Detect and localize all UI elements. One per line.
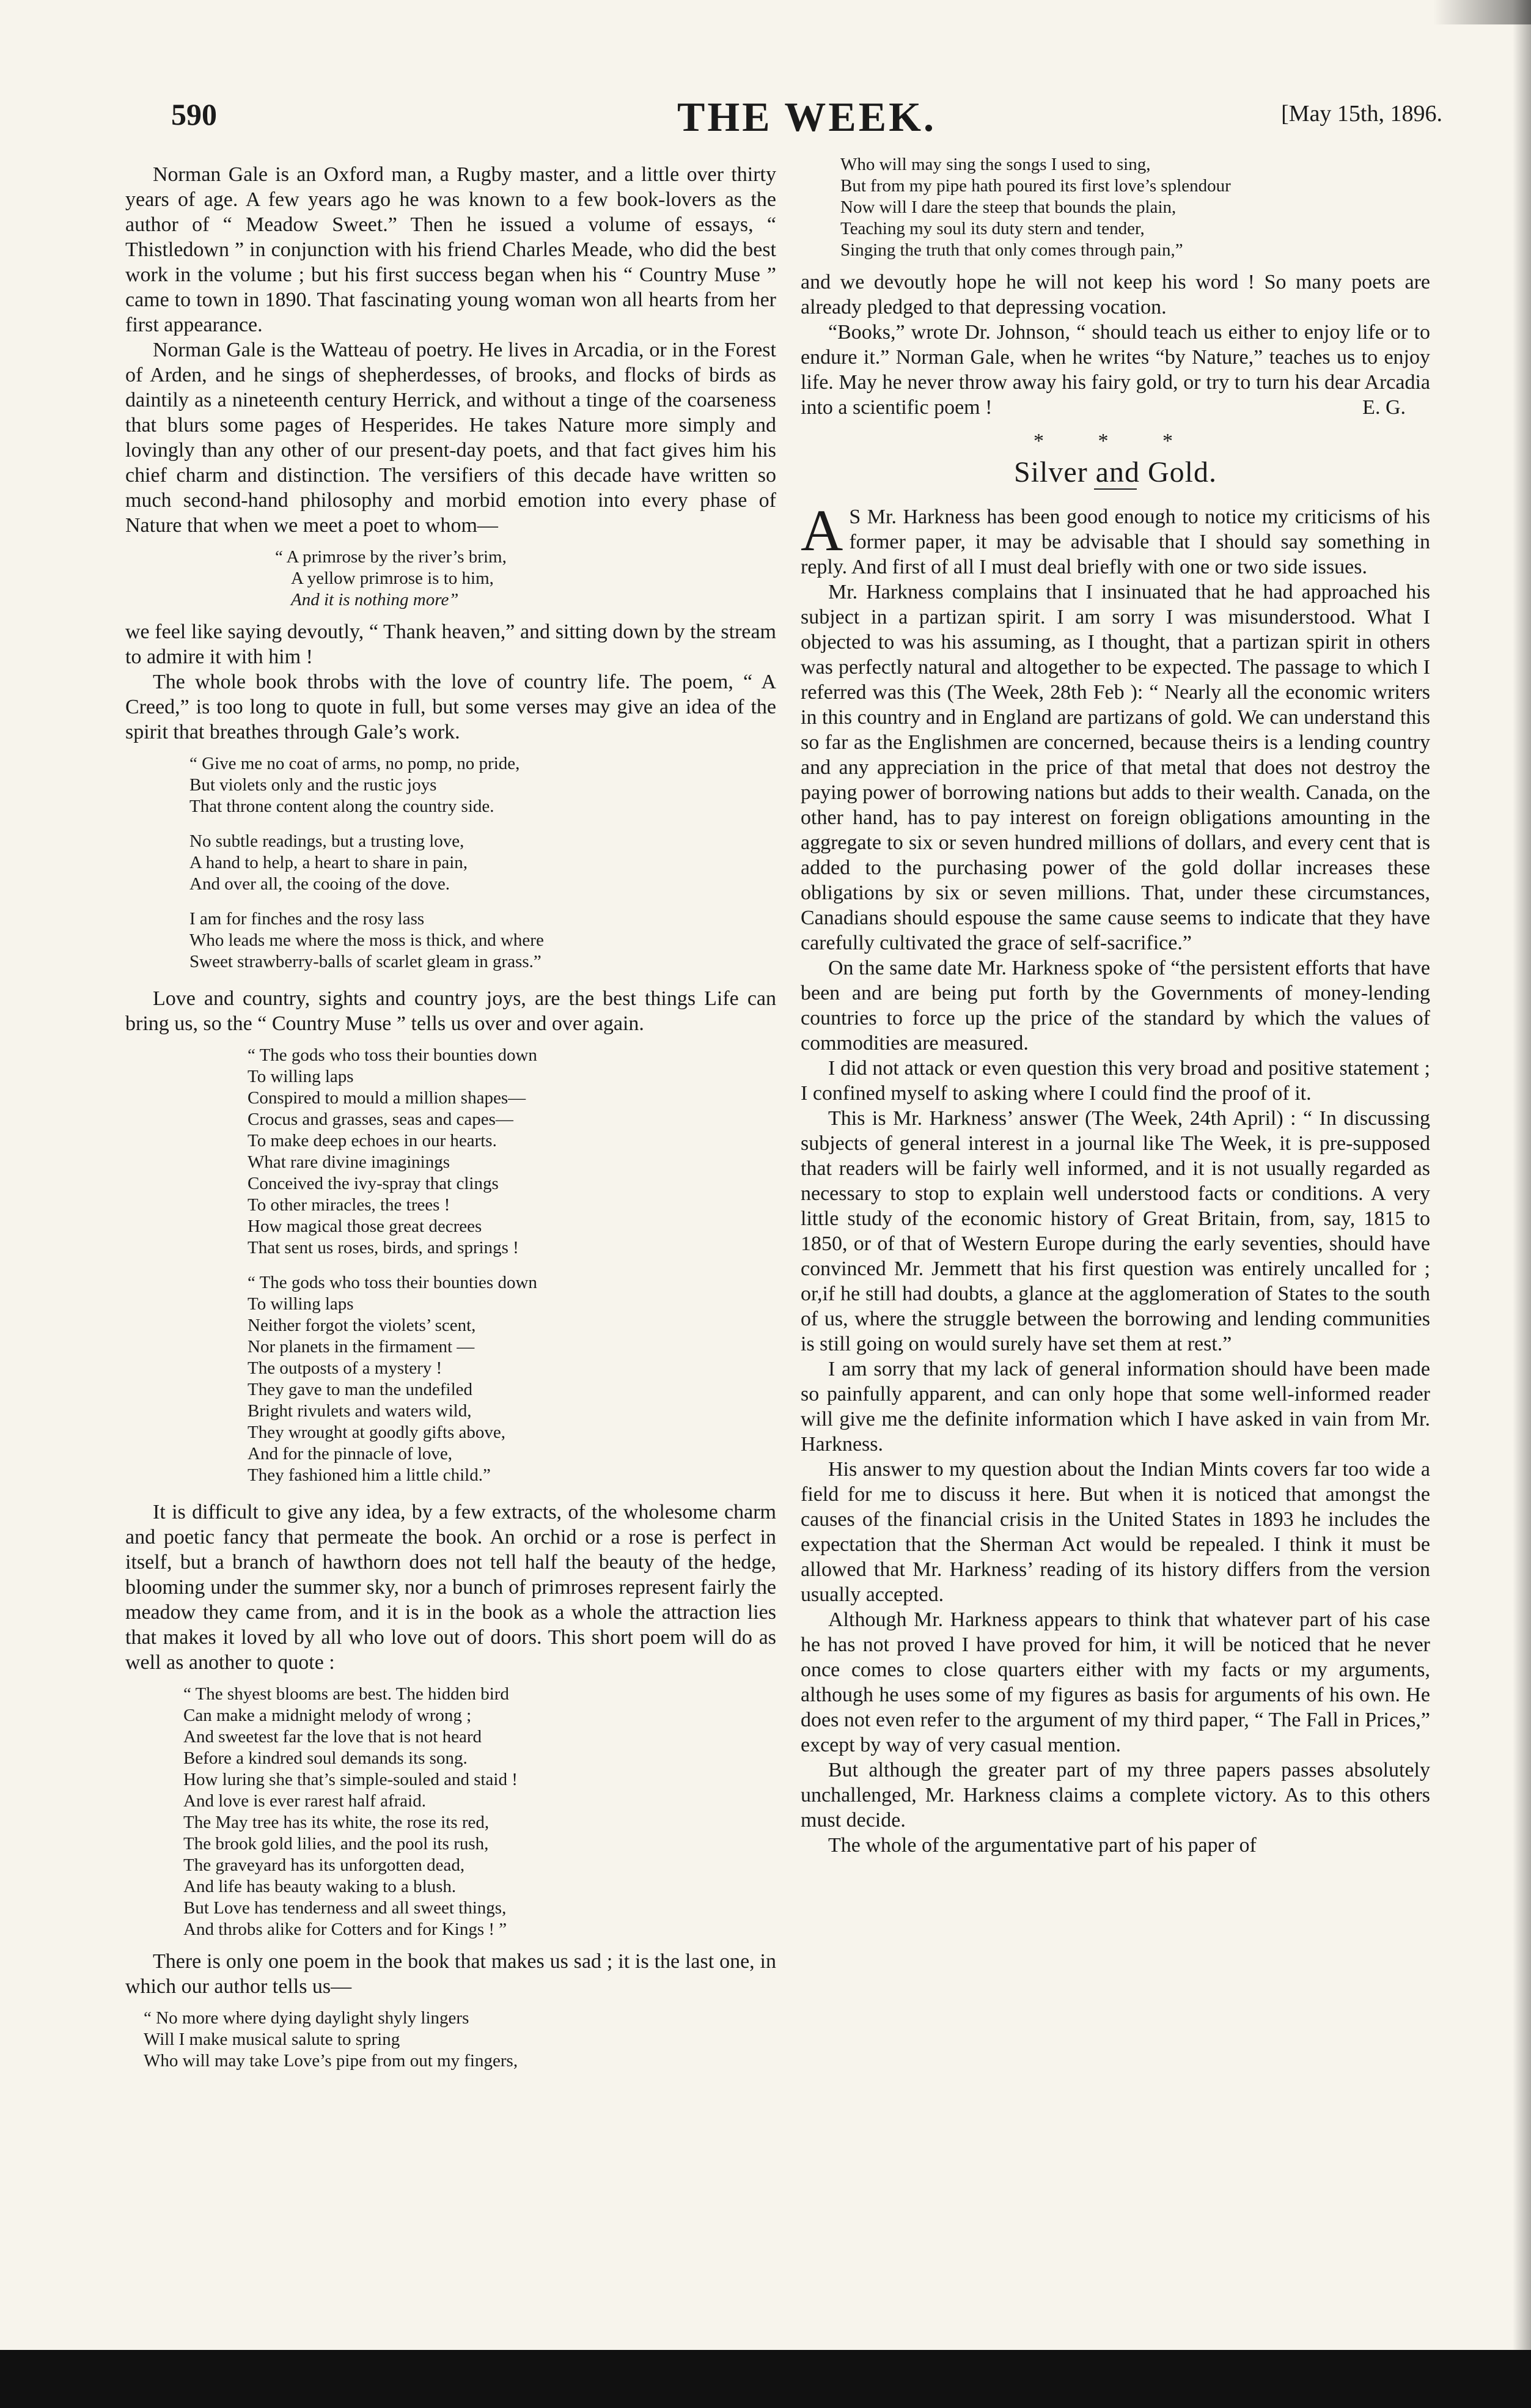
verse-line: And throbs alike for Cotters and for Kings ! ” [183,1920,507,1939]
verse-line: Who will may sing the songs I used to sing, [840,155,1151,174]
verse-line: The May tree has its white, the rose its red, [183,1813,490,1832]
paragraph: “Books,” wrote Dr. Johnson, “ should teach us either to enjoy life or to endure it.” Norman Gale, when he writes “by Nature,” teaches us to enjoy life. May he never throw away his fairy gold, or try to turn his dear Arcadia into a scientific poem ! [801,321,1430,419]
verse-line: A hand to help, a heart to share in pain, [189,853,468,872]
verse-line: How magical those great decrees [248,1217,482,1236]
verse-line: “ Give me no coat of arms, no pomp, no pride, [189,754,520,773]
verse-line: Teaching my soul its duty stern and tender, [840,219,1145,238]
verse-line: And sweetest far the love that is not heard [183,1727,482,1747]
masthead: THE WEEK. [677,94,936,140]
paragraph: Mr. Harkness complains that I insinuated that he had approached his subject in a partizan spirit. I am sorry I was misunderstood. What I objected to was his assuming, as I thought, that a partizan spirit in others was perfectly natural and altogether to be expected. The passage to which I referred was this (The Week, 28th Feb ): “ Nearly all the economic writers in this country and in England are partizans of gold. We can understand this so far as the Englishmen are concerned, because theirs is a lending country and any appreciation in the price of that metal that does not destroy the paying power of borrowing nations but adds to their wealth. Canada, on the other hand, has to pay interest on foreign obligations amounting in the aggregate to six or seven hundred millions of dollars, and every cent that is added to the purchasing power of the gold dollar increases these obligations by six or seven millions. That, under these circumstances, Canadians should espouse the same cause seems to indicate that they have carefully cultivated the grace of self-sacrifice.” [801,581,1430,954]
verse-line: But violets only and the rustic joys [189,775,437,795]
verse-quote [189,753,776,973]
stanza [248,1272,776,1486]
stanza [189,753,776,817]
verse-line: The outposts of a mystery ! [248,1358,442,1378]
verse-line: The graveyard has its unforgotten dead, [183,1855,465,1875]
verse-line: Can make a midnight melody of wrong ; [183,1706,472,1725]
verse-line: Sweet strawberry-balls of scarlet gleam in grass.” [189,952,542,971]
paragraph: The whole of the argumentative part of his paper of [828,1834,1257,1857]
page-number: 590 [171,97,217,131]
verse-line: And over all, the cooing of the dove. [189,874,450,894]
verse-line: That sent us roses, birds, and springs ! [248,1238,519,1257]
verse-line: No subtle readings, but a trusting love, [189,831,464,851]
verse-line: To willing laps [248,1067,354,1086]
verse-line: Nor planets in the firmament — [248,1337,475,1357]
verse-line: They gave to man the undefiled [248,1380,473,1399]
verse-line: Bright rivulets and waters wild, [248,1401,472,1421]
paragraph: Norman Gale is an Oxford man, a Rugby master, and a little over thirty years of age. A few years ago he was known to a few book-lovers as the author of “ Meadow Sweet.” Then he issued a volume of essays, “ Thistledown ” in conjunction with his friend Charles Meade, who did the best work in the volume ; but his first success began when his “ Country Muse ” came to town in 1890. That fascinating young woman won all hearts from her first appearance. [125,163,776,336]
issue-date: [May 15th, 1896. [1281,101,1442,127]
paragraph-text: S Mr. Harkness has been good enough to notice my criticisms of his former paper, it may be advisable that I should say something in reply. And first of all I must deal briefly with one or two side issues. [801,506,1430,578]
verse-line: And life has beauty waking to a blush. [183,1877,457,1896]
paragraph: On the same date Mr. Harkness spoke of “the persistent efforts that have been and are being put forth by the Governments of money-lending countries to force up the price of the standard by which the values of commodities are measured. [801,957,1430,1055]
paragraph: There is only one poem in the book that makes us sad ; it is the last one, in which our author tells us— [125,1950,776,1998]
verse-quote [248,1045,776,1486]
paragraph: It is difficult to give any idea, by a few extracts, of the wholesome charm and poetic fancy that permeate the book. An orchid or a rose is perfect in itself, but a branch of hawthorn does not tell half the beauty of the hedge, blooming under the summer sky, nor a bunch of primroses represent fairly the meadow they came from, and it is in the book as a whole the attraction lies that makes it loved by all who love out of doors. This short poem will do as well as another to quote : [125,1501,776,1674]
verse-quote [275,547,776,611]
verse-line: Singing the truth that only comes through pain,” [840,240,1183,260]
verse-line: “ A primrose by the river’s brim, [275,547,507,567]
verse-line: And it is nothing more” [291,590,459,609]
scan-bottom-band [0,2350,1531,2408]
verse-line: Before a kindred soul demands its song. [183,1748,468,1768]
paragraph: I am sorry that my lack of general information should have been made so painfully apparent, and can only hope that some well-informed reader will give me the definite information which I have asked in vain from Mr. Harkness. [801,1358,1430,1456]
paragraph: His answer to my question about the Indian Mints covers far too wide a field for me to discuss it here. But when it is noticed that amongst the causes of the financial crisis in the United States in 1893 he includes the expectation that the Sherman Act would be repealed. I think it must be allowed that Mr. Harkness’ reading of its history differs from the version usually accepted. [801,1458,1430,1606]
verse-line: Who leads me where the moss is thick, and where [189,930,544,950]
stanza [189,831,776,895]
verse-line: And for the pinnacle of love, [248,1444,453,1464]
right-column [801,145,1430,1858]
title-rule [1094,488,1137,490]
paragraph: But although the greater part of my three papers passes absolutely unchallenged, Mr. Harkness claims a complete victory. As to this others must decide. [801,1759,1430,1832]
verse-line: “ The shyest blooms are best. The hidden bird [183,1684,509,1704]
paragraph: we feel like saying devoutly, “ Thank heaven,” and sitting down by the stream to admire it with him ! [125,620,776,668]
stanza [189,908,776,973]
verse-line: Neither forgot the violets’ scent, [248,1316,476,1335]
page-header [171,94,1442,145]
verse-line: To willing laps [248,1294,354,1314]
author-signature: E. G. [1362,396,1406,419]
verse-line: But from my pipe hath poured its first love’s splendour [840,176,1231,196]
verse-quote [144,2008,776,2072]
verse-line: That throne content along the country side. [189,797,494,816]
verse-line: “ The gods who toss their bounties down [248,1045,537,1065]
verse-line: To other miracles, the trees ! [248,1195,450,1215]
verse-line: Now will I dare the steep that bounds the plain, [840,197,1177,217]
verse-line: They wrought at goodly gifts above, [248,1423,506,1442]
paragraph: This is Mr. Harkness’ answer (The Week, 24th April) : “ In discussing subjects of general interest in a journal like The Week, it is pre-supposed that readers will be fairly well informed, and it is not usually regarded as necessary to stop to explain well understood facts or conditions. A very little study of the economic history of Great Britain, from, say, 1815 to 1850, or of that of Western Europe during the early seventies, should have convinced Mr. Jemmett that his first question was entirely uncalled for ; or,if he still had doubts, a glance at the agglomeration of States to the south of us, where the struggle between the borrowing and lending communities is still going on would surely have set them at rest.” [801,1107,1430,1355]
verse-line: I am for finches and the rosy lass [189,909,425,929]
verse-line: What rare divine imaginings [248,1152,450,1172]
verse-line: Conceived the ivy-spray that clings [248,1174,499,1193]
verse-line: Conspired to mould a million shapes— [248,1088,526,1108]
article-title: Silver and Gold. [1014,456,1217,488]
verse-line: Crocus and grasses, seas and capes— [248,1110,513,1129]
verse-line: But Love has tenderness and all sweet things, [183,1898,507,1918]
verse-line: Who will may take Love’s pipe from out my fingers, [144,2051,518,2071]
paragraph: The whole book throbs with the love of country life. The poem, “ A Creed,” is too long to quote in full, but some verses may give an idea of the spirit that breathes through Gale’s work. [125,671,776,743]
section-divider-stars: * * * [1034,430,1197,452]
paragraph: and we devoutly hope he will not keep his word ! So many poets are already pledged to that depressing vocation. [801,271,1430,318]
verse-line: They fashioned him a little child.” [248,1465,491,1485]
verse-line: Will I make musical salute to spring [144,2030,400,2049]
verse-line: “ No more where dying daylight shyly lingers [144,2008,469,2028]
paragraph: Although Mr. Harkness appears to think that whatever part of his case he has not proved I have proved for him, it will be noticed that he never once comes to close quarters either with my facts or my arguments, although he uses some of my figures as basis for arguments of his own. He does not even refer to the argument of my third paper, “ The Fall in Prices,” except by way of very casual mention. [801,1608,1430,1756]
left-column [125,162,776,2080]
verse-line: A yellow primrose is to him, [291,569,494,588]
verse-line: The brook gold lilies, and the pool its rush, [183,1834,489,1854]
verse-line: How luring she that’s simple-souled and staid ! [183,1770,518,1789]
verse-line: And love is ever rarest half afraid. [183,1791,426,1811]
paragraph: Love and country, sights and country joys, are the best things Life can bring us, so the “ Country Muse ” tells us over and over again. [125,987,776,1035]
verse-quote [840,154,1430,261]
paragraph [801,498,1430,580]
paragraph: Norman Gale is the Watteau of poetry. He lives in Arcadia, or in the Forest of Arden, and he sings of shepherdesses, of brooks, and flocks of birds as daintily as a nineteenth century Herrick, and without a tinge of the coarseness that blurs some pages of Hesperides. He takes Nature more simply and lovingly than any other of our present-day poets, and that fact gives him his chief charm and distinction. The versifiers of this decade have written so much second-hand philosophy and morbid emotion into every phase of Nature that when we meet a poet to whom— [125,339,776,537]
page-edge-shadow [1513,0,1531,2408]
paragraph: I did not attack or even question this very broad and positive statement ; I confined myself to asking where I could find the proof of it. [801,1057,1430,1105]
verse-line: “ The gods who toss their bounties down [248,1273,537,1292]
verse-quote [183,1684,776,1940]
stanza [248,1045,776,1259]
drop-cap: A [801,498,843,563]
verse-line: To make deep echoes in our hearts. [248,1131,497,1151]
